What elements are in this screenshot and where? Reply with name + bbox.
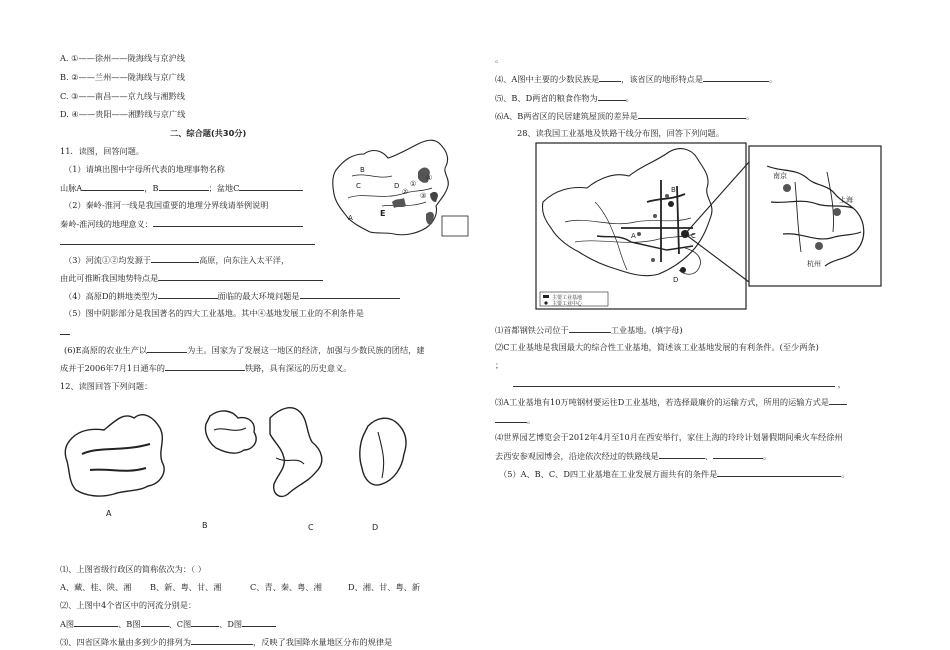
right-column — [495, 48, 925, 648]
option-d: D. ④——贵阳——湘黔线与京广线 — [60, 109, 186, 119]
answer-blank[interactable] — [191, 618, 219, 627]
q11-part2b: 秦岭-淮河线的地理意义： — [60, 218, 303, 230]
q28-intro: 28、读我国工业基地及铁路干线分布图，回答下列问题。 — [517, 128, 724, 138]
province-shapes-figure — [60, 398, 480, 548]
answer-blank[interactable] — [151, 254, 199, 263]
map-label: A — [348, 214, 353, 222]
shape-label-d: D — [372, 523, 379, 532]
map-label: D — [394, 182, 400, 190]
q-r4: ⑷、A图中主要的少数民族是 ，该省区的地形特点是 。 — [495, 74, 778, 84]
q28-1: ⑴首都钢铁公司位于 工业基地。(填字母) — [495, 325, 683, 335]
inset-label-nanjing: 南京 — [773, 172, 787, 180]
answer-blank[interactable] — [638, 110, 746, 119]
china-map-figure — [322, 136, 480, 244]
q12-s2: ⑵、上图中4个省区中的河流分别是： — [60, 600, 197, 610]
answer-blank[interactable] — [569, 324, 611, 333]
inset-label-shanghai: 上海 — [839, 196, 853, 204]
answer-blank[interactable] — [82, 182, 144, 191]
answer-line[interactable] — [60, 326, 70, 338]
base-label-a: A — [631, 232, 636, 240]
answer-blank[interactable] — [599, 73, 621, 82]
map-label: B — [360, 166, 365, 174]
section-title: 二、综合题(共30分) — [170, 128, 247, 138]
shape-label-a: A — [106, 509, 112, 518]
answer-line[interactable]: ， — [513, 378, 846, 390]
answer-blank[interactable] — [147, 344, 187, 353]
map-label: ② — [402, 188, 409, 196]
q11-intro: 11．读图，回答问题。 — [60, 146, 145, 156]
option-a: A. ①——徐州——陇海线与京沪线 — [60, 53, 185, 63]
q28-3: ⑶A工业基地有10万吨钢材要运往D工业基地，若选择最廉价的运输方式，所用的运输方式是 — [495, 396, 847, 408]
q12-intro: 12、读图回答下列问题： — [60, 381, 153, 391]
q11-part3c: 由此可推断我国地势特点是 — [60, 272, 323, 284]
option-b: B. ②——兰州——陇海线与京广线 — [60, 72, 185, 82]
legend-center: 主要工业中心 — [552, 301, 583, 307]
answer-blank[interactable] — [153, 218, 303, 227]
base-label-c: C — [691, 232, 696, 240]
answer-blank[interactable] — [239, 182, 303, 191]
q11-part3: （3）河流①②均发源于 高原，向东注入太平洋， — [64, 255, 290, 265]
map-label: C — [356, 182, 361, 190]
answer-blank[interactable] — [598, 92, 626, 101]
answer-blank[interactable] — [158, 272, 323, 281]
answer-blank[interactable] — [703, 73, 769, 82]
base-label-d: D — [673, 276, 679, 284]
q28-4b: 去西安参观园博会，沿途依次经过的铁路线是 、 。 — [495, 451, 772, 461]
left-column — [60, 48, 480, 648]
q28-4a: ⑷世界园艺博览会于2012年4月至10月在西安举行，家住上海的玲玲计划暑假期间乘火车经徐州 — [495, 432, 843, 442]
q28-2: ⑵C工业基地是我国最大的综合性工业基地，简述该工业基地发展的有利条件。(至少两条) — [495, 342, 819, 352]
q12-s2-fill: A图 、B图 、C图 、D图 — [60, 618, 276, 630]
q28-5: （5）A、B、C、D四工业基地在工业发展方面共有的条件是 。 — [499, 469, 850, 479]
option-c: C. ③——南昌——京九线与湘黔线 — [60, 91, 185, 101]
answer-blank[interactable] — [158, 290, 218, 299]
q11-part6: (6)E高原的农业生产以 为主。国家为了发展这一地区的经济，加强与少数民族的团结，建 — [64, 345, 425, 355]
industrial-railway-map — [535, 142, 885, 314]
answer-blank[interactable] — [300, 290, 400, 299]
choice-c[interactable]: C、青、秦、粤、湘 — [250, 582, 322, 592]
q11-part4: （4）高原D的耕地类型为 面临的最大环境问题是 — [64, 290, 400, 302]
map-label: ① — [410, 180, 417, 188]
q-r5: ⑸、B、D两省的粮食作物为 。 — [495, 93, 634, 103]
q-r6: ⑹A、B两省区的民居建筑屋顶的差异是 。 — [495, 111, 755, 121]
answer-blank[interactable] — [191, 636, 253, 645]
shape-label-c: C — [308, 523, 314, 532]
answer-blank[interactable] — [829, 396, 847, 405]
q11-part1: （1）请填出图中字母所代表的地理事物名称 — [64, 164, 225, 174]
q12-s3: ⑶、四省区降水量由多到少的排列为 ，反映了我国降水量地区分布的规律是 — [60, 637, 393, 647]
choice-a[interactable]: A、藏、桂、陕、湘 — [60, 582, 132, 592]
answer-blank[interactable] — [713, 450, 763, 459]
colon-mark: ； — [495, 360, 504, 370]
q11-part5: （5）图中阴影部分是我国著名的四大工业基地。其中④基地发展工业的不利条件是 — [64, 308, 364, 318]
choice-d[interactable]: D、湘、甘、粤、新 — [348, 582, 421, 592]
legend-base: 主要工业基地 — [552, 295, 583, 301]
base-label-b: B — [671, 186, 676, 194]
q12-s1-options — [60, 582, 420, 593]
answer-blank[interactable] — [165, 362, 245, 371]
shape-label-b: B — [202, 521, 208, 530]
map-label: ④ — [426, 174, 433, 182]
answer-blank[interactable] — [159, 182, 209, 191]
answer-blank[interactable] — [659, 450, 705, 459]
map-label: ③ — [420, 192, 427, 200]
answer-blank[interactable] — [141, 618, 169, 627]
answer-line[interactable]: 。 — [495, 414, 535, 426]
q11-part6c: 成并于2006年7月1日通车的 铁路，具有深远的历史意义。 — [60, 363, 352, 373]
q12-s1: ⑴、上图省级行政区的简称依次为：（ ） — [60, 564, 206, 574]
answer-line[interactable] — [60, 236, 315, 248]
answer-blank[interactable] — [74, 618, 118, 627]
inset-label-hangzhou: 杭州 — [807, 260, 821, 268]
q11-part2: （2）秦岭-淮河一线是我国重要的地理分界线请举例说明 — [64, 200, 269, 210]
choice-b[interactable]: B、新、粤、甘、湘 — [150, 582, 222, 592]
map-label: E — [380, 209, 386, 218]
q11-part1-fill: 山脉A ，B ；盆地C — [60, 182, 303, 194]
answer-blank[interactable] — [717, 468, 841, 477]
answer-blank[interactable] — [242, 618, 276, 627]
trailing-period: 。 — [495, 54, 504, 64]
